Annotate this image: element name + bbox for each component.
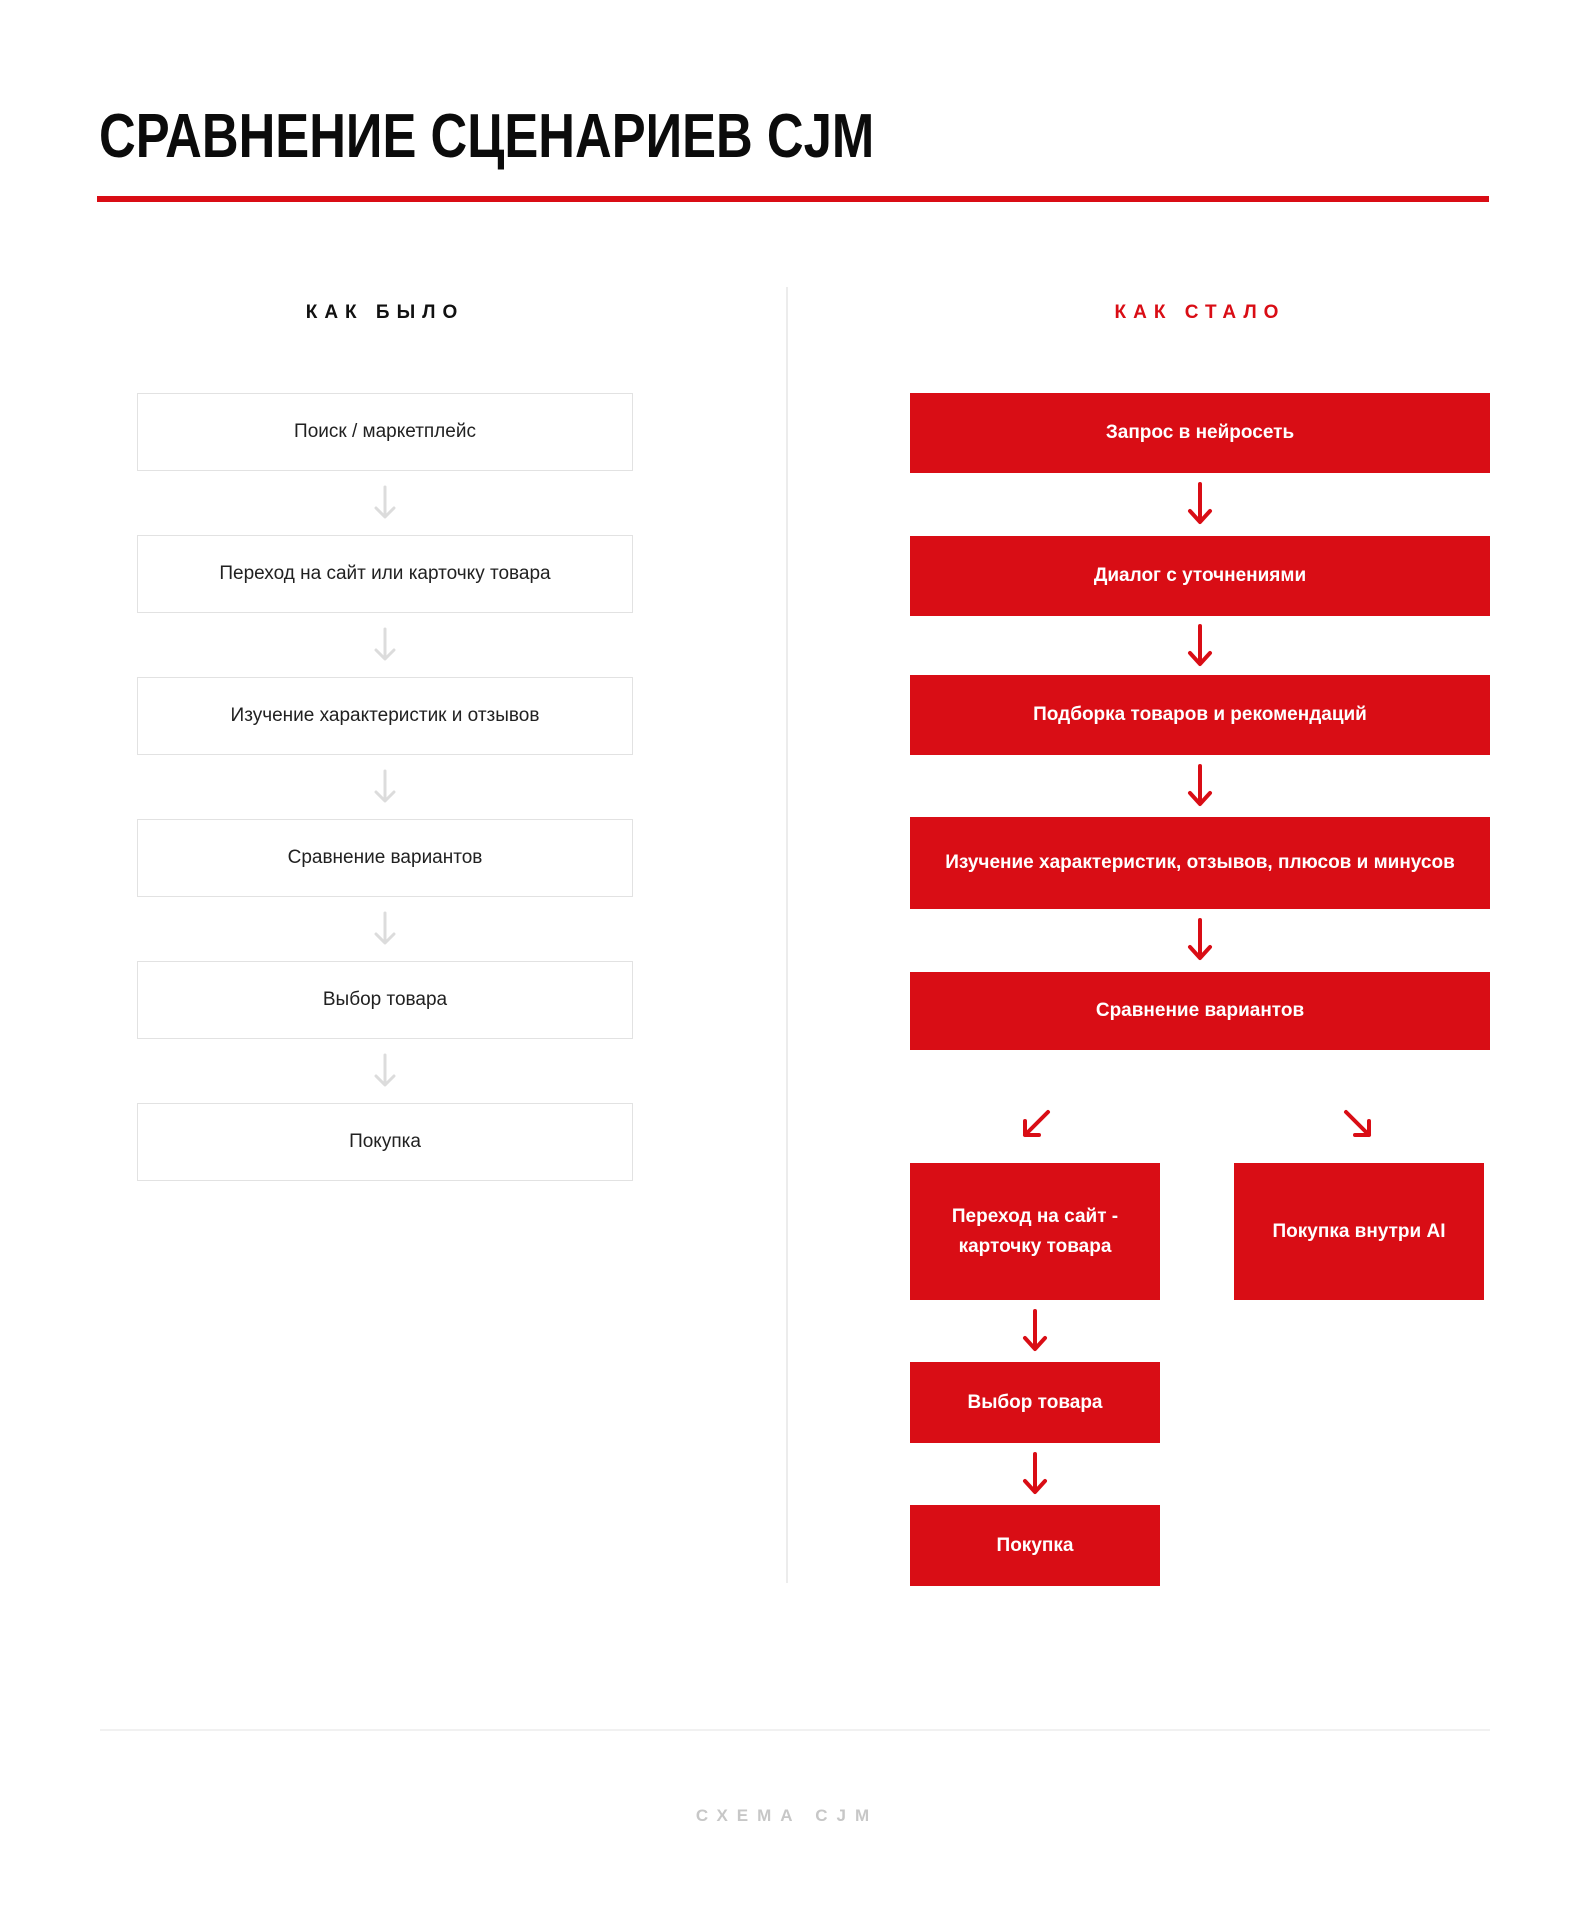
title-underline	[97, 196, 1489, 202]
before-step-3: Изучение характеристик и отзывов	[137, 677, 633, 755]
arrow-down-icon	[372, 769, 398, 805]
footer-label: СХЕМА CJM	[695, 1806, 879, 1825]
after-step-3: Подборка товаров и рекомендаций	[910, 675, 1490, 755]
after-step-purchase: Покупка	[910, 1505, 1160, 1586]
column-divider	[786, 287, 788, 1583]
arrow-down-icon	[372, 1053, 398, 1089]
arrow-down-icon	[1186, 482, 1214, 526]
after-step-choice: Выбор товара	[910, 1362, 1160, 1443]
page-title: СРАВНЕНИЕ СЦЕНАРИЕВ CJM	[99, 102, 875, 171]
before-step-2: Переход на сайт или карточку товара	[137, 535, 633, 613]
before-step-4: Сравнение вариантов	[137, 819, 633, 897]
arrow-down-icon	[1186, 624, 1214, 668]
arrow-down-icon	[372, 911, 398, 947]
arrow-down-left-icon	[1018, 1108, 1052, 1142]
arrow-down-icon	[1021, 1452, 1049, 1496]
arrow-down-icon	[372, 485, 398, 521]
branch-website-box: Переход на сайт - карточку товара	[910, 1163, 1160, 1300]
arrow-down-right-icon	[1342, 1108, 1376, 1142]
arrow-down-icon	[1186, 764, 1214, 808]
after-step-4: Изучение характеристик, отзывов, плюсов и минусов	[910, 817, 1490, 909]
before-step-5: Выбор товара	[137, 961, 633, 1039]
arrow-down-icon	[372, 627, 398, 663]
arrow-down-icon	[1021, 1309, 1049, 1353]
after-step-5: Сравнение вариантов	[910, 972, 1490, 1050]
footer-divider	[100, 1729, 1490, 1731]
before-column-heading: КАК БЫЛО	[305, 302, 465, 323]
after-step-1: Запрос в нейросеть	[910, 393, 1490, 473]
before-step-1: Поиск / маркетплейс	[137, 393, 633, 471]
branch-ai-purchase-box: Покупка внутри AI	[1234, 1163, 1484, 1300]
arrow-down-icon	[1186, 918, 1214, 962]
before-step-6: Покупка	[137, 1103, 633, 1181]
after-column-heading: КАК СТАЛО	[1114, 302, 1286, 323]
after-step-2: Диалог с уточнениями	[910, 536, 1490, 616]
